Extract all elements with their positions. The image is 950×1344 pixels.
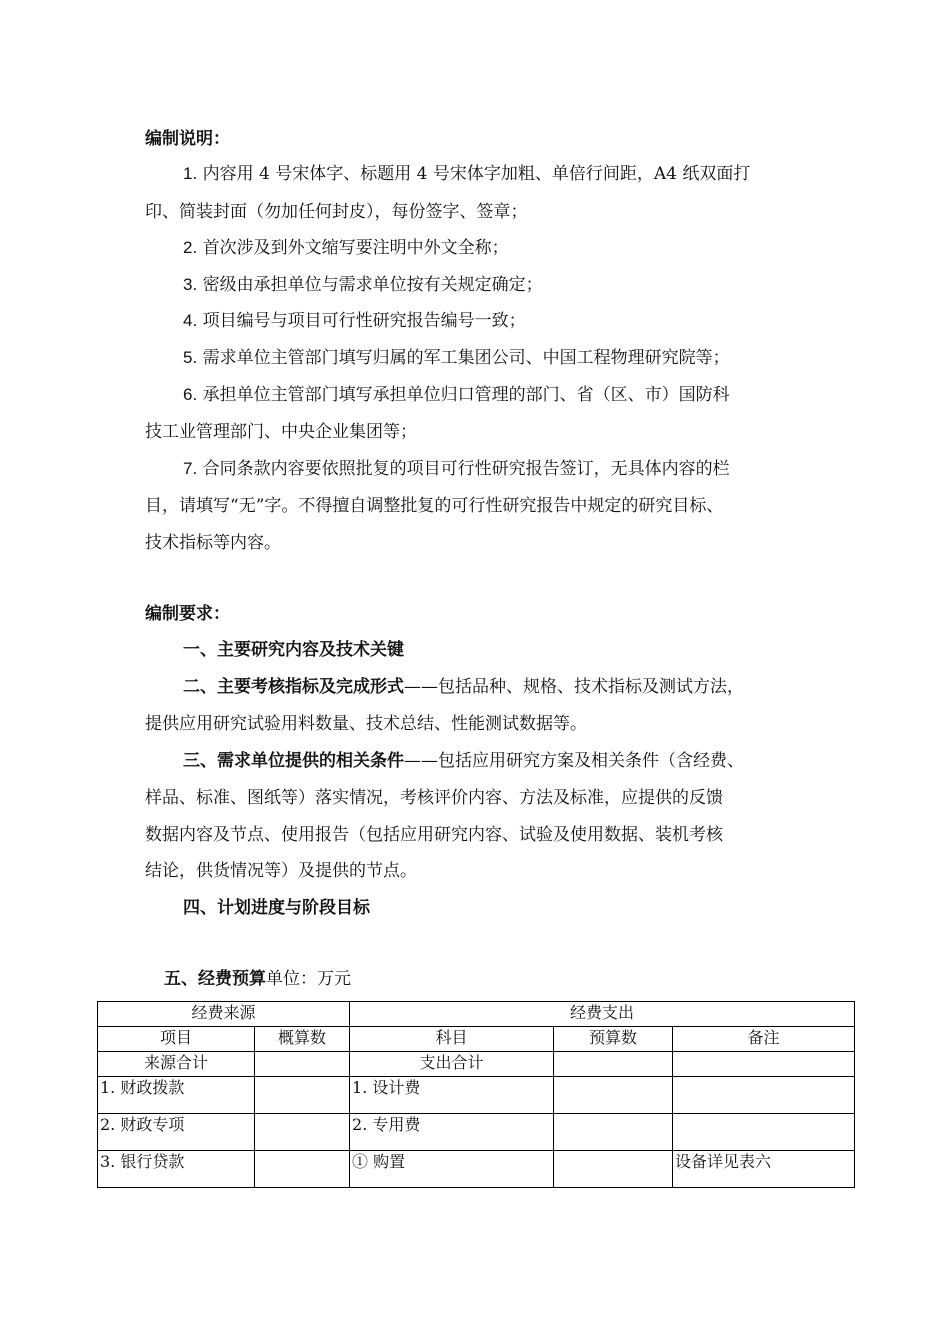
column-header-subject: 科目 (350, 1027, 554, 1052)
estimate-cell (255, 1114, 350, 1151)
estimate-cell (255, 1077, 350, 1114)
note-1-line-2: 印、简装封面（勿加任何封皮），每份签字、签章； (145, 202, 528, 222)
table-header-row-columns (98, 1027, 855, 1052)
table-row (98, 1114, 855, 1151)
budget-cell (554, 1114, 673, 1151)
note-1-line-1: 1. 内容用 4 号宋体字、标题用 4 号宋体字加粗、单倍行间距，A4 纸双面打 (183, 164, 751, 184)
source-header: 经费来源 (98, 1002, 350, 1027)
source-cell: 1. 财政拨款 (98, 1077, 255, 1114)
subject-cell: ① 购置 (350, 1151, 554, 1188)
column-header-budget: 预算数 (554, 1027, 673, 1052)
requirement-section-1: 一、主要研究内容及技术关键 (183, 640, 404, 660)
budget-cell (554, 1077, 673, 1114)
note-cell (673, 1114, 855, 1151)
table-header-row-groups (98, 1002, 855, 1027)
requirement-section-3-line-3: 数据内容及节点、使用报告（包括应用研究内容、试验及使用数据、装机考核 (145, 825, 723, 845)
requirement-section-3-line-4: 结论，供货情况等）及提供的节点。 (145, 861, 417, 881)
requirement-section-3-line-1: 三、需求单位提供的相关条件——包括应用研究方案及相关条件（含经费、 (183, 751, 744, 771)
note-3: 3. 密级由承担单位与需求单位按有关规定确定； (183, 275, 543, 295)
requirement-section-5: 五、经费预算单位：万元 (164, 969, 351, 989)
note-7-line-2: 目，请填写“无”字。不得擅自调整批复的可行性研究报告中规定的研究目标、 (145, 496, 724, 516)
note-5: 5. 需求单位主管部门填写归属的军工集团公司、中国工程物理研究院等； (183, 348, 730, 368)
requirements-title: 编制要求： (145, 604, 230, 624)
estimate-cell (255, 1151, 350, 1188)
note-6-line-1: 6. 承担单位主管部门填写承担单位归口管理的部门、省（区、市）国防科 (183, 385, 730, 405)
expense-total-note (673, 1052, 855, 1077)
expense-total-value (554, 1052, 673, 1077)
note-7-line-1: 7. 合同条款内容要依照批复的项目可行性研究报告签订，无具体内容的栏 (183, 459, 730, 479)
source-total-value (255, 1052, 350, 1077)
note-6-line-2: 技工业管理部门、中央企业集团等； (145, 422, 417, 442)
expense-header: 经费支出 (350, 1002, 855, 1027)
note-cell: 设备详见表六 (673, 1151, 855, 1188)
subject-cell: 1. 设计费 (350, 1077, 554, 1114)
table-row (98, 1077, 855, 1114)
source-cell: 2. 财政专项 (98, 1114, 255, 1151)
note-2: 2. 首次涉及到外文缩写要注明中外文全称； (183, 238, 509, 258)
source-cell: 3. 银行贷款 (98, 1151, 255, 1188)
expense-total-label: 支出合计 (350, 1052, 554, 1077)
requirement-section-3-line-2: 样品、标准、图纸等）落实情况，考核评价内容、方法及标准，应提供的反馈 (145, 788, 723, 808)
table-row-sum (98, 1052, 855, 1077)
note-4: 4. 项目编号与项目可行性研究报告编号一致； (183, 311, 526, 331)
column-header-estimate: 概算数 (255, 1027, 350, 1052)
notes-title: 编制说明： (145, 129, 230, 149)
source-total-label: 来源合计 (98, 1052, 255, 1077)
column-header-item: 项目 (98, 1027, 255, 1052)
column-header-note: 备注 (673, 1027, 855, 1052)
budget-table (97, 1001, 855, 1188)
note-cell (673, 1077, 855, 1114)
requirement-section-2-line-2: 提供应用研究试验用料数量、技术总结、性能测试数据等。 (145, 714, 587, 734)
budget-cell (554, 1151, 673, 1188)
subject-cell: 2. 专用费 (350, 1114, 554, 1151)
requirement-section-4: 四、计划进度与阶段目标 (183, 898, 370, 918)
table-row (98, 1151, 855, 1188)
note-7-line-3: 技术指标等内容。 (145, 533, 281, 553)
requirement-section-2-line-1: 二、主要考核指标及完成形式——包括品种、规格、技术指标及测试方法， (183, 677, 744, 697)
